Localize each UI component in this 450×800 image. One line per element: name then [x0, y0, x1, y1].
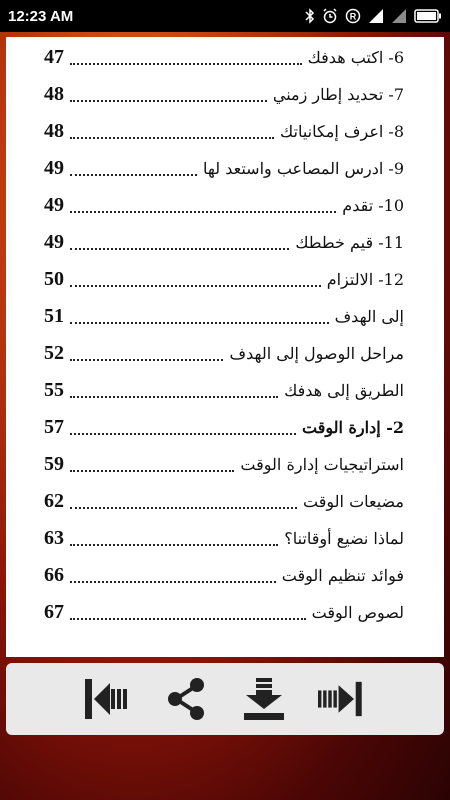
toc-page-number: 62: [44, 490, 64, 512]
download-button[interactable]: [240, 674, 288, 724]
reader-toolbar: [6, 663, 444, 735]
registered-icon: [345, 8, 361, 24]
toc-page-number: 63: [44, 527, 64, 549]
toc-row: [6, 76, 444, 113]
svg-text:R: R: [349, 11, 357, 22]
dot-leader: [70, 384, 278, 398]
toc-entry-title: 2- إدارة الوقت: [302, 418, 404, 437]
toc-entry-title: 11- قيم خططك: [295, 233, 404, 252]
toc-row: [6, 409, 444, 446]
toc-page-number: 55: [44, 379, 64, 401]
dot-leader: [70, 495, 297, 509]
dot-leader: [70, 236, 289, 250]
toc-row: [6, 520, 444, 557]
toc-page-number: 59: [44, 453, 64, 475]
toc-row: [6, 594, 444, 631]
toc-row: [6, 372, 444, 409]
toc-row: [6, 446, 444, 483]
toc-entry-title: إلى الهدف: [334, 307, 404, 326]
toc-page-number: 66: [44, 564, 64, 586]
toc-page-number: 48: [44, 83, 64, 105]
battery-icon: [414, 9, 442, 23]
toc-entry-title: 7- تحديد إطار زمني: [272, 85, 404, 104]
toc-entry-title: لصوص الوقت: [311, 603, 404, 622]
dot-leader: [70, 458, 234, 472]
toc-page-number: 50: [44, 268, 64, 290]
toc-entry-title: 6- اكتب هدفك: [307, 48, 404, 67]
toc-row: [6, 335, 444, 372]
dot-leader: [70, 88, 267, 102]
toc-entry-title: 9- ادرس المصاعب واستعد لها: [203, 159, 404, 178]
dot-leader: [70, 273, 321, 287]
toc-page-number: 49: [44, 157, 64, 179]
download-icon: [242, 677, 286, 721]
status-time: 12:23 AM: [8, 7, 74, 25]
skip-forward-icon: [318, 677, 366, 721]
toc-row: [6, 150, 444, 187]
skip-to-start-icon: [85, 677, 131, 721]
status-bar: [0, 0, 450, 32]
toc-page-number: 67: [44, 601, 64, 623]
toc-row: [6, 187, 444, 224]
toc-page-number: 51: [44, 305, 64, 327]
toc-row: [6, 39, 444, 76]
status-icons: [305, 8, 442, 24]
next-page-button[interactable]: [318, 674, 366, 724]
toc-row: [6, 557, 444, 594]
book-page[interactable]: [6, 37, 444, 657]
share-icon: [166, 677, 206, 721]
toc-page-number: 49: [44, 194, 64, 216]
alarm-icon: [322, 8, 338, 24]
toc-row: [6, 224, 444, 261]
toc-row: [6, 298, 444, 335]
dot-leader: [70, 125, 274, 139]
toc-entry-title: الطريق إلى هدفك: [284, 381, 404, 400]
signal-icon-2: [391, 8, 407, 24]
dot-leader: [70, 606, 306, 620]
toc-page-number: 47: [44, 46, 64, 68]
dot-leader: [70, 421, 296, 435]
dot-leader: [70, 569, 276, 583]
toc-row: [6, 483, 444, 520]
toc-row: [6, 261, 444, 298]
toc-page-number: 52: [44, 342, 64, 364]
dot-leader: [70, 199, 336, 213]
dot-leader: [70, 347, 223, 361]
toc-entry-title: مضيعات الوقت: [303, 492, 404, 511]
toc-page-number: 49: [44, 231, 64, 253]
toc-page-number: 48: [44, 120, 64, 142]
toc-entry-title: مراحل الوصول إلى الهدف: [229, 344, 404, 363]
dot-leader: [70, 310, 329, 324]
toc-entry-title: 12- الالتزام: [326, 270, 404, 289]
toc-entry-title: 10- تقدم: [342, 196, 404, 215]
toc-entry-title: استراتيجيات إدارة الوقت: [240, 455, 404, 474]
toc-entry-title: لماذا نضيع أوقاتنا؟: [284, 529, 404, 548]
signal-icon: [368, 8, 384, 24]
share-button[interactable]: [162, 674, 210, 724]
dot-leader: [70, 162, 197, 176]
toc-entry-title: 8- اعرف إمكانياتك: [280, 122, 404, 141]
dot-leader: [70, 51, 302, 65]
bluetooth-icon: [305, 8, 315, 24]
toc-row: [6, 113, 444, 150]
toc-page-number: 57: [44, 416, 64, 438]
dot-leader: [70, 532, 278, 546]
toc-entry-title: فوائد تنظيم الوقت: [281, 566, 404, 585]
first-page-button[interactable]: [84, 674, 132, 724]
